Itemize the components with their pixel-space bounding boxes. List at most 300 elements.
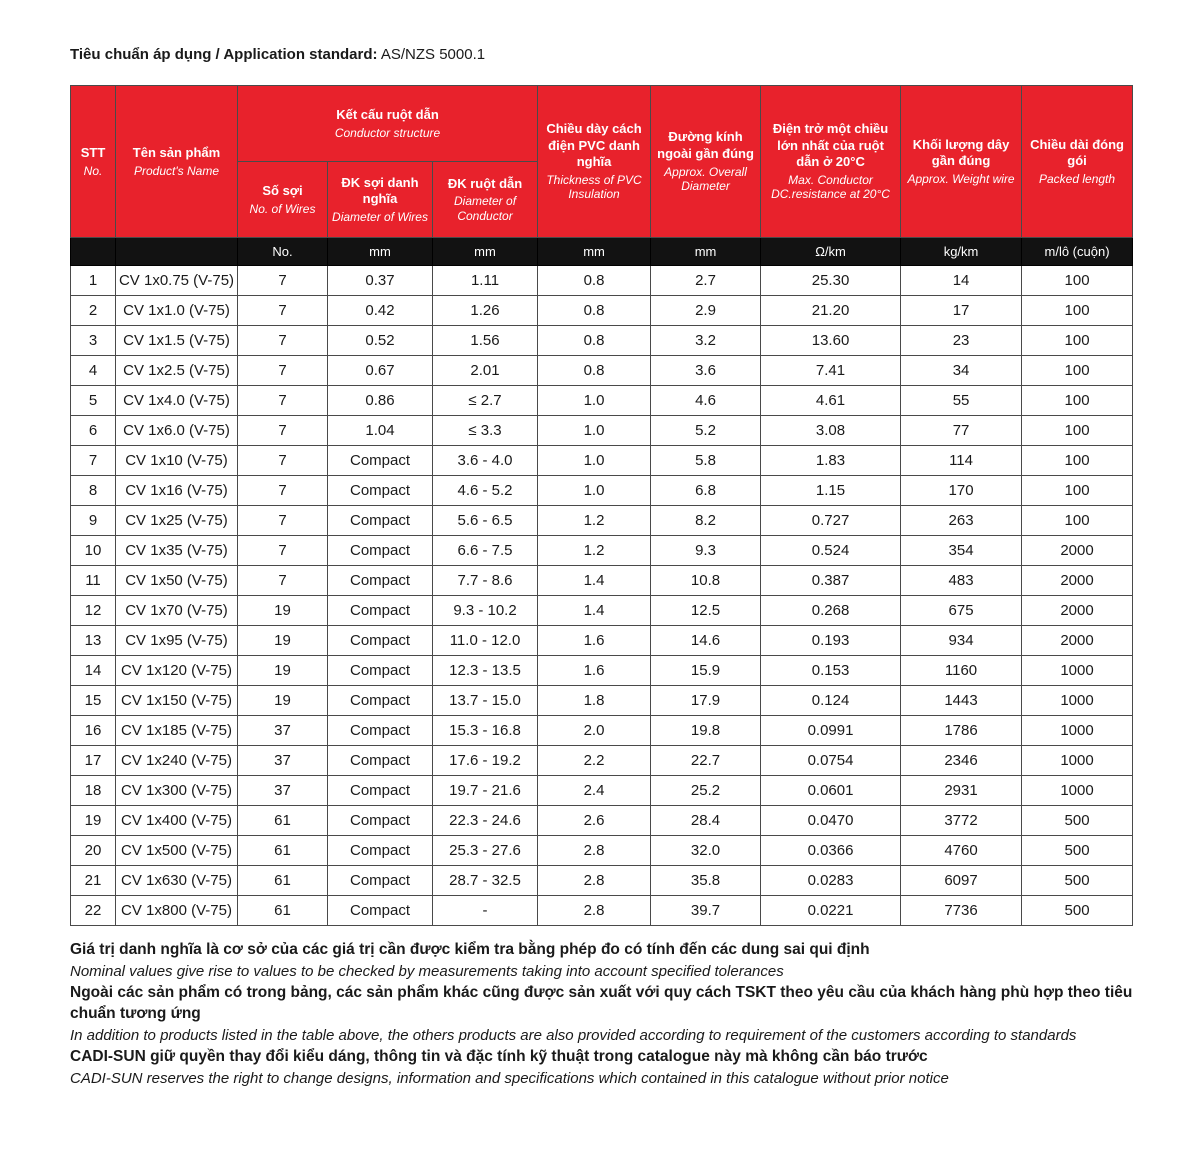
wire-diameter: Compact <box>328 596 433 626</box>
header-wire-dia-en: Diameter of Wires <box>332 209 428 224</box>
wire-diameter: 1.04 <box>328 416 433 446</box>
wire-diameter: 0.86 <box>328 386 433 416</box>
header-conductor-diameter <box>433 162 538 238</box>
wire-diameter: Compact <box>328 446 433 476</box>
dc-resistance: 0.387 <box>761 566 901 596</box>
wire-diameter: Compact <box>328 566 433 596</box>
insulation-thickness: 1.2 <box>538 536 651 566</box>
overall-diameter: 2.9 <box>651 296 761 326</box>
header-overall-dia-vi: Đường kính ngoài gần đúng <box>657 129 754 161</box>
row-number: 22 <box>71 896 116 926</box>
insulation-thickness: 2.0 <box>538 716 651 746</box>
row-number: 21 <box>71 866 116 896</box>
packed-length: 2000 <box>1022 536 1133 566</box>
wire-count: 7 <box>238 416 328 446</box>
product-name: CV 1x0.75 (V-75) <box>116 266 238 296</box>
conductor-diameter: 9.3 - 10.2 <box>433 596 538 626</box>
approx-weight: 170 <box>901 476 1022 506</box>
approx-weight: 114 <box>901 446 1022 476</box>
table-body <box>71 266 1133 926</box>
row-number: 3 <box>71 326 116 356</box>
product-name: CV 1x240 (V-75) <box>116 746 238 776</box>
header-stt-en: No. <box>83 163 103 178</box>
header-weight-en: Approx. Weight wire <box>907 171 1015 186</box>
header-insulation-thickness <box>538 86 651 238</box>
insulation-thickness: 2.8 <box>538 866 651 896</box>
unit-cell-wire-dia: mm <box>328 238 433 266</box>
dc-resistance: 0.0601 <box>761 776 901 806</box>
packed-length: 500 <box>1022 806 1133 836</box>
insulation-thickness: 1.4 <box>538 566 651 596</box>
wire-diameter: Compact <box>328 776 433 806</box>
conductor-diameter: 1.26 <box>433 296 538 326</box>
header-insulation-vi: Chiều dày cách điện PVC danh nghĩa <box>546 120 642 170</box>
insulation-thickness: 1.4 <box>538 596 651 626</box>
dc-resistance: 0.727 <box>761 506 901 536</box>
conductor-diameter: 6.6 - 7.5 <box>433 536 538 566</box>
wire-count: 37 <box>238 776 328 806</box>
note-line: In addition to products listed in the table above, the others products are also provided according to requirement of the customers according to standards <box>70 1027 1077 1045</box>
table-row <box>71 686 1133 716</box>
product-name: CV 1x16 (V-75) <box>116 476 238 506</box>
approx-weight: 2931 <box>901 776 1022 806</box>
table-row <box>71 386 1133 416</box>
row-number: 7 <box>71 446 116 476</box>
header-packed-vi: Chiều dài đóng gói <box>1030 136 1124 169</box>
overall-diameter: 2.7 <box>651 266 761 296</box>
approx-weight: 6097 <box>901 866 1022 896</box>
conductor-diameter: 22.3 - 24.6 <box>433 806 538 836</box>
header-conductor-dia-en: Diameter of Conductor <box>454 194 517 223</box>
table-row <box>71 326 1133 356</box>
row-number: 13 <box>71 626 116 656</box>
overall-diameter: 39.7 <box>651 896 761 926</box>
wire-count: 7 <box>238 506 328 536</box>
wire-diameter: Compact <box>328 626 433 656</box>
conductor-diameter: 1.56 <box>433 326 538 356</box>
wire-count: 19 <box>238 656 328 686</box>
dc-resistance: 0.124 <box>761 686 901 716</box>
note-line: Giá trị danh nghĩa là cơ sở của các giá trị cần được kiểm tra bằng phép đo có tính đến các dung sai qui định <box>70 941 870 958</box>
wire-count: 7 <box>238 296 328 326</box>
row-number: 15 <box>71 686 116 716</box>
approx-weight: 354 <box>901 536 1022 566</box>
table-row <box>71 746 1133 776</box>
table-row <box>71 476 1133 506</box>
dc-resistance: 0.0470 <box>761 806 901 836</box>
header-packed-en: Packed length <box>1039 171 1116 186</box>
unit-cell-weight: kg/km <box>901 238 1022 266</box>
insulation-thickness: 1.0 <box>538 446 651 476</box>
product-name: CV 1x25 (V-75) <box>116 506 238 536</box>
approx-weight: 7736 <box>901 896 1022 926</box>
wire-diameter: 0.52 <box>328 326 433 356</box>
insulation-thickness: 1.2 <box>538 506 651 536</box>
insulation-thickness: 0.8 <box>538 266 651 296</box>
row-number: 12 <box>71 596 116 626</box>
wire-count: 7 <box>238 566 328 596</box>
approx-weight: 934 <box>901 626 1022 656</box>
wire-count: 7 <box>238 266 328 296</box>
note-line: CADI-SUN reserves the right to change designs, information and specifications which contained in this catalogue without prior notice <box>70 1069 949 1087</box>
table-row <box>71 296 1133 326</box>
conductor-diameter: ≤ 2.7 <box>433 386 538 416</box>
header-conductor-group-en: Conductor structure <box>334 125 441 140</box>
packed-length: 2000 <box>1022 566 1133 596</box>
unit-cell-packed: m/lô (cuộn) <box>1022 238 1133 266</box>
packed-length: 2000 <box>1022 596 1133 626</box>
spec-table <box>70 85 1133 926</box>
overall-diameter: 35.8 <box>651 866 761 896</box>
dc-resistance: 0.0754 <box>761 746 901 776</box>
wire-count: 61 <box>238 806 328 836</box>
product-name: CV 1x800 (V-75) <box>116 896 238 926</box>
wire-count: 7 <box>238 356 328 386</box>
packed-length: 1000 <box>1022 686 1133 716</box>
wire-diameter: Compact <box>328 806 433 836</box>
overall-diameter: 9.3 <box>651 536 761 566</box>
dc-resistance: 0.268 <box>761 596 901 626</box>
standard-value: AS/NZS 5000.1 <box>380 46 486 63</box>
wire-diameter: Compact <box>328 716 433 746</box>
row-number: 5 <box>71 386 116 416</box>
wire-count: 61 <box>238 896 328 926</box>
row-number: 10 <box>71 536 116 566</box>
unit-cell-insulation: mm <box>538 238 651 266</box>
approx-weight: 3772 <box>901 806 1022 836</box>
note-line: Ngoài các sản phẩm có trong bảng, các sản phẩm khác cũng được sản xuất với quy cách TSKT theo yêu cầu của khách hàng phù hợp theo tiêu chuẩn tương ứng <box>70 983 1133 1023</box>
product-name: CV 1x630 (V-75) <box>116 866 238 896</box>
header-stt <box>71 86 116 238</box>
row-number: 1 <box>71 266 116 296</box>
wire-count: 61 <box>238 866 328 896</box>
header-stt-vi: STT <box>80 144 106 160</box>
packed-length: 1000 <box>1022 656 1133 686</box>
packed-length: 100 <box>1022 356 1133 386</box>
overall-diameter: 5.8 <box>651 446 761 476</box>
note-line: Nominal values give rise to values to be checked by measurements taking into account specified tolerances <box>70 962 784 980</box>
header-conductor-group-vi: Kết cấu ruột dẫn <box>336 106 439 122</box>
header-product-en: Product's Name <box>134 163 219 178</box>
conductor-diameter: 3.6 - 4.0 <box>433 446 538 476</box>
product-name: CV 1x300 (V-75) <box>116 776 238 806</box>
header-wires-vi: Số sợi <box>262 182 303 198</box>
packed-length: 100 <box>1022 476 1133 506</box>
product-name: CV 1x150 (V-75) <box>116 686 238 716</box>
packed-length: 1000 <box>1022 746 1133 776</box>
dc-resistance: 0.524 <box>761 536 901 566</box>
wire-diameter: Compact <box>328 506 433 536</box>
table-row <box>71 836 1133 866</box>
dc-resistance: 0.0221 <box>761 896 901 926</box>
product-name: CV 1x185 (V-75) <box>116 716 238 746</box>
overall-diameter: 22.7 <box>651 746 761 776</box>
conductor-diameter: - <box>433 896 538 926</box>
dc-resistance: 13.60 <box>761 326 901 356</box>
product-name: CV 1x500 (V-75) <box>116 836 238 866</box>
insulation-thickness: 1.0 <box>538 476 651 506</box>
table-row <box>71 416 1133 446</box>
row-number: 2 <box>71 296 116 326</box>
product-name: CV 1x50 (V-75) <box>116 566 238 596</box>
overall-diameter: 3.2 <box>651 326 761 356</box>
wire-count: 7 <box>238 386 328 416</box>
overall-diameter: 3.6 <box>651 356 761 386</box>
conductor-diameter: 28.7 - 32.5 <box>433 866 538 896</box>
overall-diameter: 32.0 <box>651 836 761 866</box>
conductor-diameter: 1.11 <box>433 266 538 296</box>
conductor-diameter: 12.3 - 13.5 <box>433 656 538 686</box>
dc-resistance: 0.153 <box>761 656 901 686</box>
wire-count: 37 <box>238 746 328 776</box>
product-name: CV 1x1.5 (V-75) <box>116 326 238 356</box>
conductor-diameter: 19.7 - 21.6 <box>433 776 538 806</box>
dc-resistance: 1.83 <box>761 446 901 476</box>
header-resistance-en: Max. Conductor DC.resistance at 20°C <box>771 172 890 202</box>
product-name: CV 1x6.0 (V-75) <box>116 416 238 446</box>
product-name: CV 1x35 (V-75) <box>116 536 238 566</box>
unit-cell-empty <box>71 238 116 266</box>
insulation-thickness: 1.6 <box>538 626 651 656</box>
row-number: 14 <box>71 656 116 686</box>
unit-cell-empty <box>116 238 238 266</box>
header-dc-resistance <box>761 86 901 238</box>
row-number: 17 <box>71 746 116 776</box>
approx-weight: 483 <box>901 566 1022 596</box>
overall-diameter: 8.2 <box>651 506 761 536</box>
header-packed-length <box>1022 86 1133 238</box>
product-name: CV 1x95 (V-75) <box>116 626 238 656</box>
header-insulation-en: Thickness of PVC Insulation <box>546 172 642 202</box>
overall-diameter: 15.9 <box>651 656 761 686</box>
packed-length: 100 <box>1022 446 1133 476</box>
row-number: 20 <box>71 836 116 866</box>
conductor-diameter: 2.01 <box>433 356 538 386</box>
table-row <box>71 716 1133 746</box>
overall-diameter: 5.2 <box>651 416 761 446</box>
header-wires-en: No. of Wires <box>249 201 316 216</box>
packed-length: 500 <box>1022 896 1133 926</box>
overall-diameter: 10.8 <box>651 566 761 596</box>
wire-diameter: Compact <box>328 476 433 506</box>
wire-diameter: Compact <box>328 836 433 866</box>
wire-diameter: 0.37 <box>328 266 433 296</box>
row-number: 9 <box>71 506 116 536</box>
notes <box>70 939 1170 1089</box>
row-number: 16 <box>71 716 116 746</box>
approx-weight: 23 <box>901 326 1022 356</box>
dc-resistance: 1.15 <box>761 476 901 506</box>
table-row <box>71 446 1133 476</box>
conductor-diameter: 7.7 - 8.6 <box>433 566 538 596</box>
table-row <box>71 506 1133 536</box>
packed-length: 100 <box>1022 386 1133 416</box>
dc-resistance: 21.20 <box>761 296 901 326</box>
unit-cell-resistance: Ω/km <box>761 238 901 266</box>
row-number: 6 <box>71 416 116 446</box>
row-number: 18 <box>71 776 116 806</box>
wire-diameter: 0.67 <box>328 356 433 386</box>
dc-resistance: 0.0366 <box>761 836 901 866</box>
note-line: CADI-SUN giữ quyền thay đổi kiểu dáng, thông tin và đặc tính kỹ thuật trong catalogue này mà không cần báo trước <box>70 1048 928 1066</box>
insulation-thickness: 2.8 <box>538 836 651 866</box>
wire-count: 19 <box>238 686 328 716</box>
table-row <box>71 266 1133 296</box>
insulation-thickness: 0.8 <box>538 356 651 386</box>
conductor-diameter: 25.3 - 27.6 <box>433 836 538 866</box>
packed-length: 100 <box>1022 326 1133 356</box>
insulation-thickness: 0.8 <box>538 326 651 356</box>
dc-resistance: 0.193 <box>761 626 901 656</box>
header-conductor-dia-vi: ĐK ruột dẫn <box>447 175 523 191</box>
wire-diameter: Compact <box>328 686 433 716</box>
row-number: 8 <box>71 476 116 506</box>
overall-diameter: 19.8 <box>651 716 761 746</box>
wire-count: 7 <box>238 476 328 506</box>
conductor-diameter: 13.7 - 15.0 <box>433 686 538 716</box>
overall-diameter: 14.6 <box>651 626 761 656</box>
header-weight-vi: Khối lượng dây gần đúng <box>912 136 1010 169</box>
table-row <box>71 776 1133 806</box>
overall-diameter: 12.5 <box>651 596 761 626</box>
packed-length: 1000 <box>1022 716 1133 746</box>
table-row <box>71 626 1133 656</box>
product-name: CV 1x70 (V-75) <box>116 596 238 626</box>
wire-count: 37 <box>238 716 328 746</box>
insulation-thickness: 1.0 <box>538 416 651 446</box>
header-product-vi: Tên sản phẩm <box>132 144 221 160</box>
approx-weight: 17 <box>901 296 1022 326</box>
dc-resistance: 3.08 <box>761 416 901 446</box>
overall-diameter: 4.6 <box>651 386 761 416</box>
wire-diameter: Compact <box>328 746 433 776</box>
dc-resistance: 4.61 <box>761 386 901 416</box>
product-name: CV 1x1.0 (V-75) <box>116 296 238 326</box>
wire-count: 7 <box>238 446 328 476</box>
wire-count: 61 <box>238 836 328 866</box>
unit-cell-conductor-dia: mm <box>433 238 538 266</box>
packed-length: 1000 <box>1022 776 1133 806</box>
overall-diameter: 25.2 <box>651 776 761 806</box>
conductor-diameter: 11.0 - 12.0 <box>433 626 538 656</box>
insulation-thickness: 0.8 <box>538 296 651 326</box>
conductor-diameter: 4.6 - 5.2 <box>433 476 538 506</box>
overall-diameter: 17.9 <box>651 686 761 716</box>
product-name: CV 1x10 (V-75) <box>116 446 238 476</box>
header-overall-diameter <box>651 86 761 238</box>
insulation-thickness: 1.6 <box>538 656 651 686</box>
conductor-diameter: 17.6 - 19.2 <box>433 746 538 776</box>
wire-count: 7 <box>238 536 328 566</box>
wire-diameter: 0.42 <box>328 296 433 326</box>
row-number: 19 <box>71 806 116 836</box>
approx-weight: 1160 <box>901 656 1022 686</box>
approx-weight: 1786 <box>901 716 1022 746</box>
insulation-thickness: 1.0 <box>538 386 651 416</box>
table-row <box>71 356 1133 386</box>
insulation-thickness: 2.6 <box>538 806 651 836</box>
packed-length: 100 <box>1022 296 1133 326</box>
approx-weight: 77 <box>901 416 1022 446</box>
dc-resistance: 25.30 <box>761 266 901 296</box>
packed-length: 2000 <box>1022 626 1133 656</box>
units-row <box>71 238 1133 266</box>
conductor-diameter: 5.6 - 6.5 <box>433 506 538 536</box>
product-name: CV 1x120 (V-75) <box>116 656 238 686</box>
application-standard-title <box>70 46 1166 63</box>
header-product-name <box>116 86 238 238</box>
header-approx-weight <box>901 86 1022 238</box>
product-name: CV 1x2.5 (V-75) <box>116 356 238 386</box>
insulation-thickness: 2.4 <box>538 776 651 806</box>
packed-length: 100 <box>1022 416 1133 446</box>
overall-diameter: 28.4 <box>651 806 761 836</box>
packed-length: 500 <box>1022 866 1133 896</box>
header-resistance-vi: Điện trở một chiều lớn nhất của ruột dẫn ở 20°C <box>772 120 889 170</box>
dc-resistance: 7.41 <box>761 356 901 386</box>
wire-diameter: Compact <box>328 656 433 686</box>
dc-resistance: 0.0991 <box>761 716 901 746</box>
insulation-thickness: 2.2 <box>538 746 651 776</box>
product-name: CV 1x400 (V-75) <box>116 806 238 836</box>
table-row <box>71 806 1133 836</box>
dc-resistance: 0.0283 <box>761 866 901 896</box>
approx-weight: 4760 <box>901 836 1022 866</box>
table-header <box>71 86 1133 266</box>
overall-diameter: 6.8 <box>651 476 761 506</box>
wire-diameter: Compact <box>328 866 433 896</box>
header-conductor-structure-group <box>238 86 538 162</box>
wire-count: 19 <box>238 626 328 656</box>
packed-length: 100 <box>1022 266 1133 296</box>
insulation-thickness: 1.8 <box>538 686 651 716</box>
table-row <box>71 596 1133 626</box>
conductor-diameter: 15.3 - 16.8 <box>433 716 538 746</box>
approx-weight: 34 <box>901 356 1022 386</box>
wire-count: 19 <box>238 596 328 626</box>
approx-weight: 1443 <box>901 686 1022 716</box>
unit-cell-wires: No. <box>238 238 328 266</box>
row-number: 4 <box>71 356 116 386</box>
approx-weight: 2346 <box>901 746 1022 776</box>
unit-cell-overall-dia: mm <box>651 238 761 266</box>
approx-weight: 14 <box>901 266 1022 296</box>
standard-label: Tiêu chuẩn áp dụng / Application standard: <box>70 46 378 63</box>
header-wire-diameter <box>328 162 433 238</box>
table-row <box>71 566 1133 596</box>
header-wire-dia-vi: ĐK sợi danh nghĩa <box>341 174 419 207</box>
approx-weight: 263 <box>901 506 1022 536</box>
approx-weight: 55 <box>901 386 1022 416</box>
approx-weight: 675 <box>901 596 1022 626</box>
product-name: CV 1x4.0 (V-75) <box>116 386 238 416</box>
table-row <box>71 536 1133 566</box>
wire-diameter: Compact <box>328 896 433 926</box>
wire-diameter: Compact <box>328 536 433 566</box>
header-row-group <box>71 86 1133 162</box>
table-row <box>71 866 1133 896</box>
table-row <box>71 896 1133 926</box>
header-wire-count <box>238 162 328 238</box>
header-overall-dia-en: Approx. Overall Diameter <box>664 164 747 194</box>
row-number: 11 <box>71 566 116 596</box>
packed-length: 500 <box>1022 836 1133 866</box>
table-row <box>71 656 1133 686</box>
insulation-thickness: 2.8 <box>538 896 651 926</box>
conductor-diameter: ≤ 3.3 <box>433 416 538 446</box>
wire-count: 7 <box>238 326 328 356</box>
packed-length: 100 <box>1022 506 1133 536</box>
